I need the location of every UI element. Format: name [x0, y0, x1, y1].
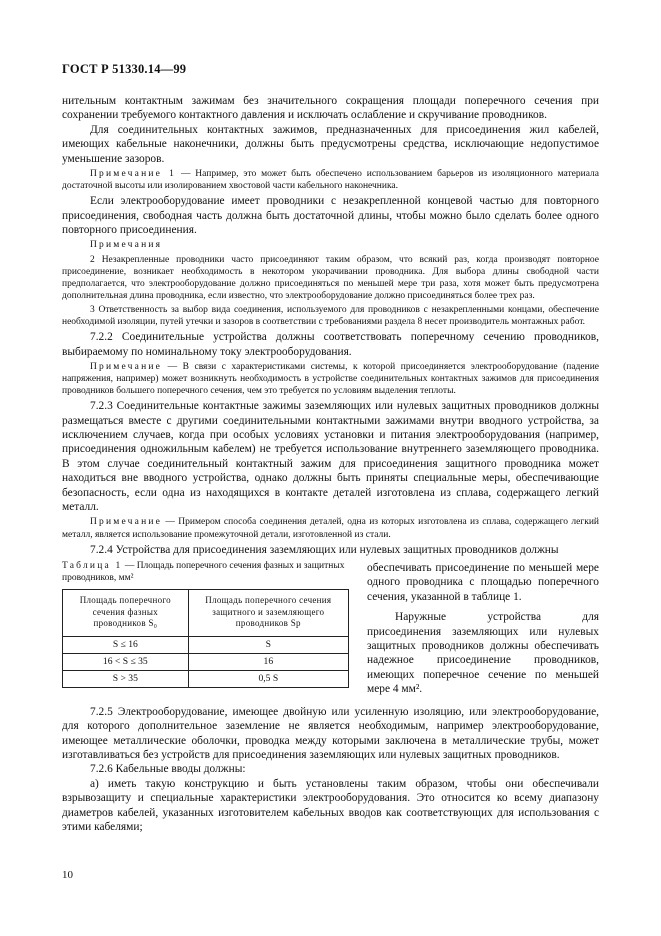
table-caption [62, 561, 349, 585]
table-header-protective: Площадь поперечного сечения защитного и заземляющего проводников Sр [188, 589, 348, 636]
table-cell-phase: S > 35 [63, 670, 189, 687]
paragraph-free-ends: Если электрооборудование имеет проводники с незакрепленной концевой частью для повторного присоединения, свободная часть должна быть достаточной длины, чтобы можно было сделать более одного повторного присоединения. [62, 195, 599, 237]
paragraph-continuation: нительным контактным зажимам без значительного сокращения площади поперечного сечения при сохранении требуемого контактного давления и исключать ослабление и скручивание проводников. [62, 95, 599, 122]
clause-7-2-6-a: а) иметь такую конструкцию и быть установлены таким образом, чтобы они обеспечивали взрывозащиту и специальные характеристики электрооборудования. Это относится ко всему диапазону диаметров кабелей, указанных изготовителем кабельных вводов как соответствующих для использования с этими кабелями; [62, 777, 599, 833]
paragraph-terminals: Для соединительных контактных зажимов, предназначенных для присоединения жил кабелей, имеющих кабельные наконечники, должны быть предусмотрены средства, исключающие недопустимое уменьшение зазоров. [62, 123, 599, 165]
table-cell-protective: 16 [188, 653, 348, 670]
table-side-text [367, 561, 599, 697]
table-header-phase: Площадь поперечного сечения фазных проводников S₀ [63, 589, 189, 636]
note-7-2-2 [62, 361, 599, 397]
table-cell-protective: S [188, 636, 348, 653]
notes-heading [62, 239, 599, 251]
clause-7-2-4-continuation: обеспечивать присоединение по меньшей мере одного проводника с площадью поперечного сечения, указанной в таблице 1. [367, 562, 599, 603]
table-cell-phase: 16 < S ≤ 35 [63, 653, 189, 670]
note-3: 3 Ответственность за выбор вида соединения, используемого для проводников с незакрепленными концами, обеспечение необходимой изоляции, путей утечки и зазоров в соответствии с требованиями раздела 8 несет производитель монтажных работ. [62, 304, 599, 327]
page-number: 10 [62, 869, 73, 881]
note-2: 2 Незакрепленные проводники часто присоединяют таким образом, что всякий раз, когда производят повторное присоединение, возникает необходимость в некотором укорачивании проводника. Для выбора длины свободной части предполагается, что электрооборудование должно присоединяться по меньшей мере три раза, хотя может быть предусмотрена дополнительная длина проводника, если известно, что электрооборудование должно присоединяться более трех раз. [62, 254, 599, 301]
clause-7-2-6: 7.2.6 Кабельные вводы должны: [90, 763, 246, 776]
table-header-row [63, 589, 349, 636]
table-1 [62, 589, 349, 688]
document-page [62, 0, 599, 936]
clause-7-2-4: 7.2.4 Устройства для присоединения заземляющих или нулевых защитных проводников должны [90, 543, 559, 556]
table-cell-phase: S ≤ 16 [63, 636, 189, 653]
clause-7-2-2: 7.2.2 Соединительные устройства должны соответствовать поперечному сечению проводников, выбираемому по номинальному току электрооборудования. [62, 331, 599, 358]
table-caption-text: — Площадь поперечного сечения фазных и защитных проводников, мм² [62, 561, 345, 583]
table-1-block [62, 561, 349, 697]
table-row [63, 670, 349, 687]
clause-7-2-3: 7.2.3 Соединительные контактные зажимы заземляющих или нулевых защитных проводников должны размещаться вместе с другими соединительными контактными зажимами внутри вводного устройства, за исключением случаев, когда при особых условиях установки и питания электрооборудования (например, присоединения одножильным кабелем) не требуется использование внутреннего заземляющего проводника. В этом случае соединительный контактный зажим для присоединения защитного проводника может находиться вне вводного устройства, однако должны быть приняты специальные меры, обеспечивающие безопасность, если одна из находящихся в контакте деталей изготовлена из сплава, содержащего легкий металл. [62, 400, 599, 514]
table-row [63, 653, 349, 670]
note-text: — Например, это может быть обеспечено использованием барьеров из изоляционного материала достаточной высоты или изолированием хвостовой части кабельного наконечника. [62, 169, 599, 192]
standard-header: ГОСТ Р 51330.14—99 [62, 62, 187, 76]
note-text: — Примером способа соединения деталей, одна из которых изготовлена из сплава, содержащего легкий металл, является использование промежуточной детали, изготовленной из стали. [62, 517, 599, 540]
note-label: Примечание [90, 517, 163, 528]
note-text: — В связи с характеристиками системы, к которой присоединяется электрооборудование (падение напряжения, например) может возникнуть необходимость в устройстве соединительных контактных зажимов для присоединения проводников большего поперечного сечения, чем это требуется по условиям выделения теплоты. [62, 361, 599, 397]
main-text [62, 94, 599, 834]
clause-7-2-5: 7.2.5 Электрооборудование, имеющее двойную или усиленную изоляцию, или электрооборудование, для которого дополнительное заземление не является необходимым, например электрооборудование, имеющее металлические оболочки, проводка между которыми заключена в металлические трубы, может изготавливаться без устройств для присоединения заземляющих или нулевых защитных проводников. [62, 705, 599, 761]
clause-7-2-4-external: Наружные устройства для присоединения заземляющих или нулевых защитных проводников должны обеспечивать надежное присоединение проводников, имеющих поперечное сечение по меньшей мере 4 мм². [367, 611, 599, 696]
table-caption-label: Таблица 1 [62, 561, 123, 572]
note-label: Примечание 1 [90, 169, 177, 180]
note-1 [62, 168, 599, 192]
table-and-text [62, 561, 599, 697]
table-cell-protective: 0,5 S [188, 670, 348, 687]
notes-label: Примечания [90, 240, 163, 251]
note-label: Примечание [90, 361, 163, 372]
note-7-2-3 [62, 516, 599, 540]
table-row [63, 636, 349, 653]
